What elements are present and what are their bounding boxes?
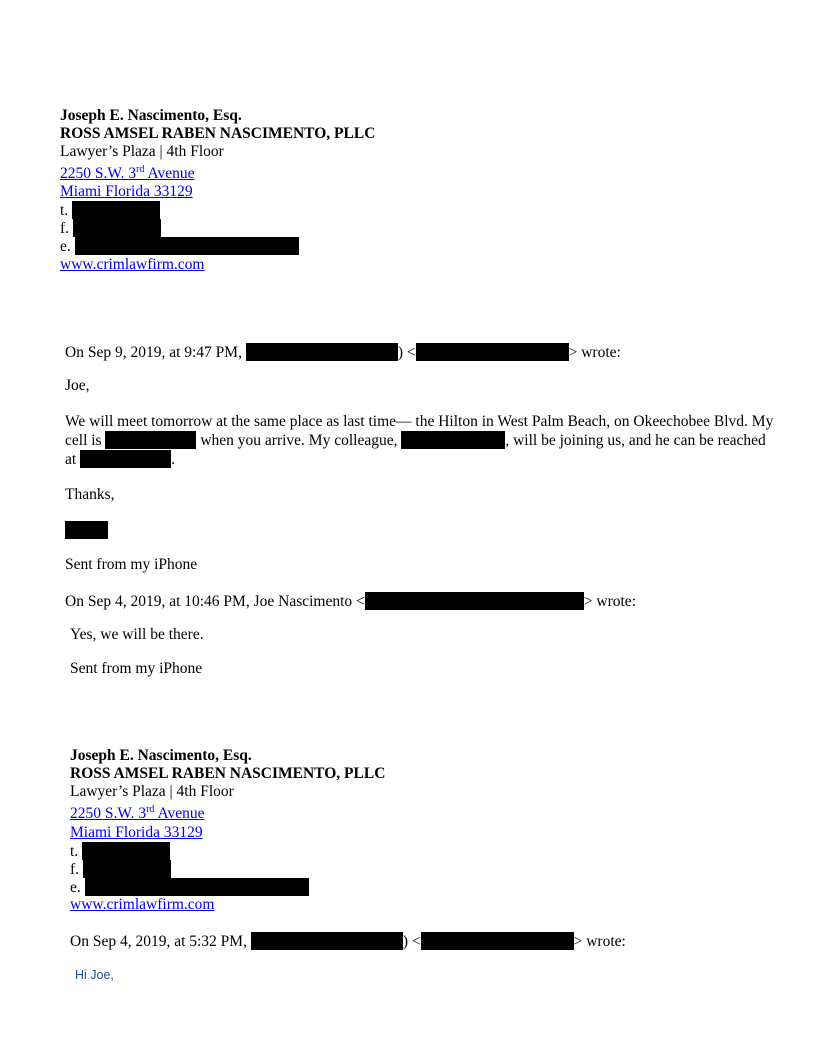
signature-address-line: Lawyer’s Plaza | 4th Floor xyxy=(60,143,224,160)
redaction-box xyxy=(75,237,299,255)
fax-label: f. xyxy=(70,861,80,878)
email-label: e. xyxy=(70,879,81,896)
email-header-suffix: > wrote: xyxy=(573,933,626,950)
street-superscript: rd xyxy=(146,804,155,815)
email-header-paren: ) < xyxy=(402,933,421,950)
fax-label: f. xyxy=(60,220,70,237)
redaction-box xyxy=(105,431,196,449)
email-header-suffix: > wrote: xyxy=(568,344,621,361)
signature-tel-row xyxy=(60,201,160,220)
redaction-box xyxy=(65,521,108,539)
signature-fax-row xyxy=(70,860,171,879)
signature-city-link[interactable]: Miami Florida 33129 xyxy=(70,824,203,841)
email-body-text: Yes, we will be there. xyxy=(70,626,204,643)
email-greeting: Hi Joe, xyxy=(75,968,114,982)
signature-firm: ROSS AMSEL RABEN NASCIMENTO, PLLC xyxy=(70,765,386,782)
email-header-suffix: > wrote: xyxy=(583,593,636,610)
email-label: e. xyxy=(60,238,71,255)
email-header-line xyxy=(65,343,621,362)
email-greeting: Joe, xyxy=(65,377,90,394)
signature-address-line: Lawyer’s Plaza | 4th Floor xyxy=(70,783,234,800)
signature-name: Joseph E. Nascimento, Esq. xyxy=(70,747,252,764)
email-sent-from: Sent from my iPhone xyxy=(70,660,203,677)
email-header-line xyxy=(70,932,626,951)
body-text-1: We will meet tomorrow at the same place as last time— the Hilton in West Palm Beach, on Okeechobee Blvd. My cell is xyxy=(65,413,774,449)
redaction-box xyxy=(82,842,170,860)
email-sent-from: Sent from my iPhone xyxy=(65,556,198,573)
signature-firm: ROSS AMSEL RABEN NASCIMENTO, PLLC xyxy=(60,125,376,142)
redaction-box xyxy=(365,592,584,610)
signer-redacted-name xyxy=(65,521,108,540)
tel-label: t. xyxy=(60,202,69,219)
redaction-box xyxy=(416,343,569,361)
signature-city-link[interactable]: Miami Florida 33129 xyxy=(60,183,193,200)
body-text-3: , will be joining us, and he can be reached at xyxy=(65,432,766,468)
signature-street-link[interactable] xyxy=(60,165,195,183)
street-superscript: rd xyxy=(136,164,145,175)
redaction-box xyxy=(80,450,171,468)
tel-label: t. xyxy=(70,843,79,860)
street-suffix: Avenue xyxy=(144,165,195,182)
email-header-line xyxy=(65,592,636,611)
email-body-paragraph xyxy=(65,413,775,469)
signature-email-row xyxy=(60,237,299,256)
signature-fax-row xyxy=(60,219,161,238)
body-text-2: when you arrive. My colleague, xyxy=(200,432,398,449)
signature-website-link[interactable]: www.crimlawfirm.com xyxy=(60,256,205,273)
redaction-box xyxy=(421,932,574,950)
email-header-prefix: On Sep 9, 2019, at 9:47 PM, xyxy=(65,344,242,361)
redaction-box xyxy=(251,932,403,950)
signature-tel-row xyxy=(70,842,170,861)
signature-email-row xyxy=(70,878,309,897)
signature-street-link[interactable] xyxy=(70,805,205,823)
redaction-box xyxy=(401,431,505,449)
redaction-box xyxy=(246,343,398,361)
body-text-4: . xyxy=(171,451,175,468)
redaction-box xyxy=(83,860,171,878)
redaction-box xyxy=(73,219,161,237)
street-suffix: Avenue xyxy=(154,805,205,822)
email-closing: Thanks, xyxy=(65,486,115,503)
email-header-paren: ) < xyxy=(397,344,416,361)
street-prefix: 2250 S.W. 3 xyxy=(70,805,147,822)
street-prefix: 2250 S.W. 3 xyxy=(60,165,137,182)
redaction-box xyxy=(85,878,309,896)
signature-name: Joseph E. Nascimento, Esq. xyxy=(60,107,242,124)
redaction-box xyxy=(72,201,160,219)
email-header-prefix: On Sep 4, 2019, at 5:32 PM, xyxy=(70,933,247,950)
email-header-prefix: On Sep 4, 2019, at 10:46 PM, Joe Nascimento < xyxy=(65,593,365,610)
signature-website-link[interactable]: www.crimlawfirm.com xyxy=(70,896,215,913)
